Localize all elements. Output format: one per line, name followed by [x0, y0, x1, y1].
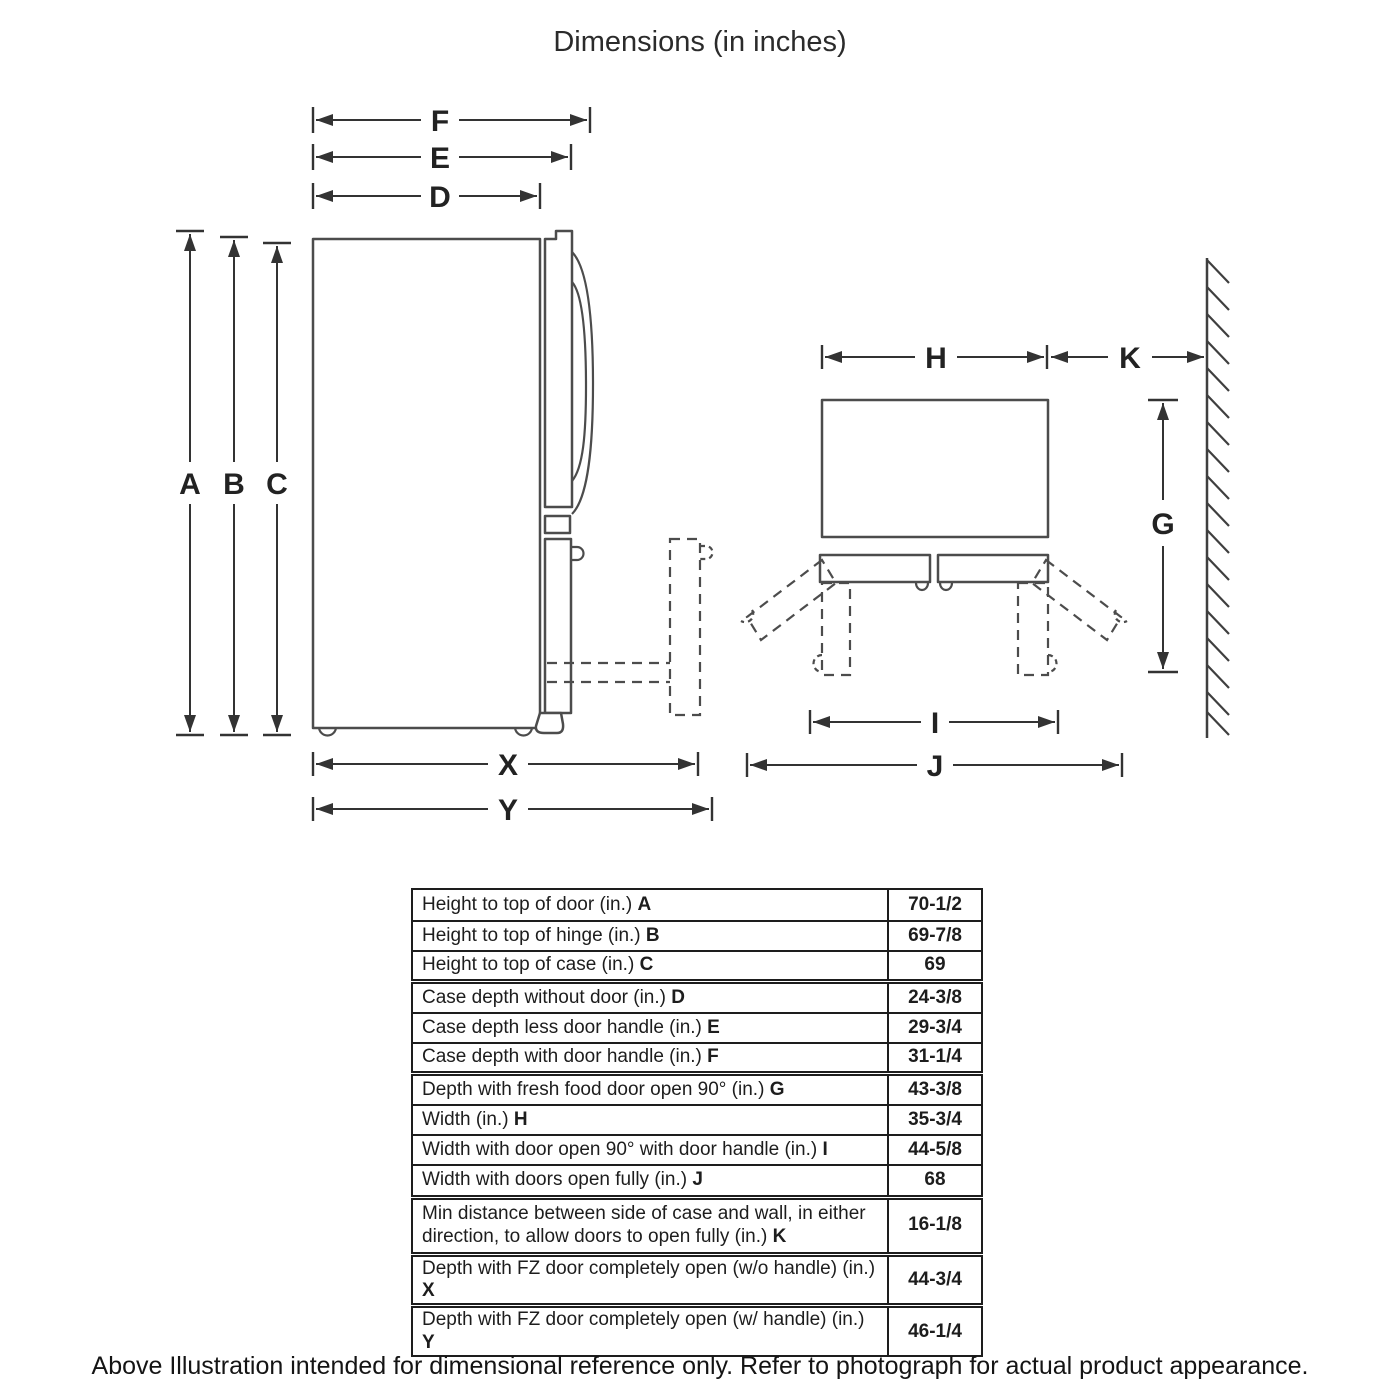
freezer-handle-side	[571, 547, 584, 560]
row-value: 31-1/4	[888, 1043, 982, 1073]
row-value: 16-1/8	[888, 1197, 982, 1254]
dim-X	[313, 749, 698, 782]
table-row	[412, 1073, 982, 1105]
dim-label-k: K	[1119, 342, 1141, 375]
dim-B	[220, 237, 248, 735]
right-door-handle-top	[940, 583, 952, 590]
row-label: Width (in.)	[422, 1108, 509, 1130]
row-value: 35-3/4	[888, 1105, 982, 1135]
row-label: Depth with FZ door completely open (w/o handle) (in.)	[422, 1257, 876, 1279]
row-label: Width with door open 90° with door handle (in.)	[422, 1138, 818, 1160]
right-door-top	[938, 555, 1048, 582]
dim-label-b: B	[223, 468, 245, 501]
row-letter: X	[422, 1279, 435, 1301]
dim-Y	[313, 794, 712, 827]
front-foot	[536, 713, 563, 733]
fridge-case-side	[313, 239, 540, 728]
fridge-case-top	[822, 400, 1048, 537]
row-label: Height to top of case (in.)	[422, 954, 635, 976]
dim-label-f: F	[430, 105, 450, 138]
wall-hatching	[1207, 260, 1229, 735]
row-label: Min distance between side of case and wall, in either direction, to allow doors to open fully (in.)	[422, 1203, 866, 1247]
freezer-handle-open-dashed	[700, 546, 713, 559]
table-row	[412, 981, 982, 1013]
row-letter: A	[637, 893, 652, 915]
row-label: Width with doors open fully (in.)	[422, 1169, 688, 1191]
right-door-open90-dashed	[1018, 583, 1048, 675]
top-view	[741, 258, 1229, 738]
table-row	[412, 921, 982, 951]
row-letter: K	[772, 1225, 787, 1247]
dim-label-x: X	[497, 749, 519, 782]
dim-J	[747, 750, 1122, 783]
table-row	[412, 1306, 982, 1356]
dimensions-table	[411, 888, 983, 1357]
row-value: 69-7/8	[888, 921, 982, 951]
dim-F	[313, 105, 590, 138]
row-value: 46-1/4	[888, 1306, 982, 1356]
row-letter: F	[707, 1046, 719, 1068]
row-value: 43-3/8	[888, 1073, 982, 1105]
dim-label-e: E	[429, 142, 451, 175]
door-lower-strip	[545, 516, 570, 533]
row-letter: E	[707, 1016, 720, 1038]
left-door-handle-top	[916, 583, 928, 590]
table-row	[412, 951, 982, 981]
row-letter: I	[822, 1138, 828, 1160]
table-row	[412, 889, 982, 921]
row-label: Case depth less door handle (in.)	[422, 1016, 702, 1038]
row-value: 44-3/4	[888, 1254, 982, 1306]
table-row	[412, 1197, 982, 1254]
row-letter: J	[692, 1169, 703, 1191]
row-label: Depth with FZ door completely open (w/ handle) (in.)	[422, 1309, 865, 1331]
row-value: 29-3/4	[888, 1013, 982, 1043]
dim-D	[313, 181, 540, 214]
row-value: 24-3/8	[888, 981, 982, 1013]
left-door-top	[820, 555, 930, 582]
row-letter: Y	[422, 1331, 435, 1353]
row-letter: H	[513, 1108, 528, 1130]
row-label: Case depth without door (in.)	[422, 986, 666, 1008]
row-label: Depth with fresh food door open 90° (in.)	[422, 1078, 765, 1100]
table-row	[412, 1165, 982, 1197]
dim-label-h: H	[925, 342, 947, 375]
table-row	[412, 1135, 982, 1165]
dim-label-a: A	[179, 468, 201, 501]
dim-label-j: J	[926, 750, 944, 783]
row-letter: G	[769, 1078, 785, 1100]
freezer-door-open-dashed	[670, 539, 700, 715]
row-label: Height to top of door (in.)	[422, 893, 633, 915]
dim-I	[810, 707, 1058, 740]
row-letter: C	[639, 954, 654, 976]
table-row	[412, 1105, 982, 1135]
table-row	[412, 1254, 982, 1306]
dim-A	[176, 231, 204, 735]
dim-label-y: Y	[497, 794, 519, 827]
side-view	[313, 231, 713, 736]
row-value: 44-5/8	[888, 1135, 982, 1165]
dim-C	[263, 243, 291, 735]
left-open90-handle-dashed	[814, 655, 823, 672]
row-letter: B	[645, 924, 660, 946]
row-value: 69	[888, 951, 982, 981]
table-row	[412, 1043, 982, 1073]
page-title: Dimensions (in inches)	[553, 26, 847, 58]
fresh-food-door-side	[545, 231, 572, 507]
left-door-open90-dashed	[822, 583, 850, 675]
row-value: 68	[888, 1165, 982, 1197]
dim-label-g: G	[1151, 508, 1175, 541]
row-label: Case depth with door handle (in.)	[422, 1046, 702, 1068]
dim-G	[1148, 400, 1178, 672]
freezer-door-side	[545, 539, 571, 713]
dim-K	[1051, 342, 1204, 375]
row-label: Height to top of hinge (in.)	[422, 924, 641, 946]
row-letter: D	[671, 986, 685, 1008]
right-open90-handle-dashed	[1048, 655, 1057, 672]
dim-H	[822, 342, 1047, 375]
footer-note: Above Illustration intended for dimensional reference only. Refer to photograph for actual product appearance.	[91, 1352, 1309, 1380]
dim-label-i: I	[930, 707, 940, 740]
door-handle-inner	[572, 282, 586, 481]
dim-label-d: D	[429, 181, 451, 214]
table-row	[412, 1013, 982, 1043]
row-value: 70-1/2	[888, 889, 982, 921]
dim-E	[313, 142, 571, 175]
dim-label-c: C	[266, 468, 288, 501]
